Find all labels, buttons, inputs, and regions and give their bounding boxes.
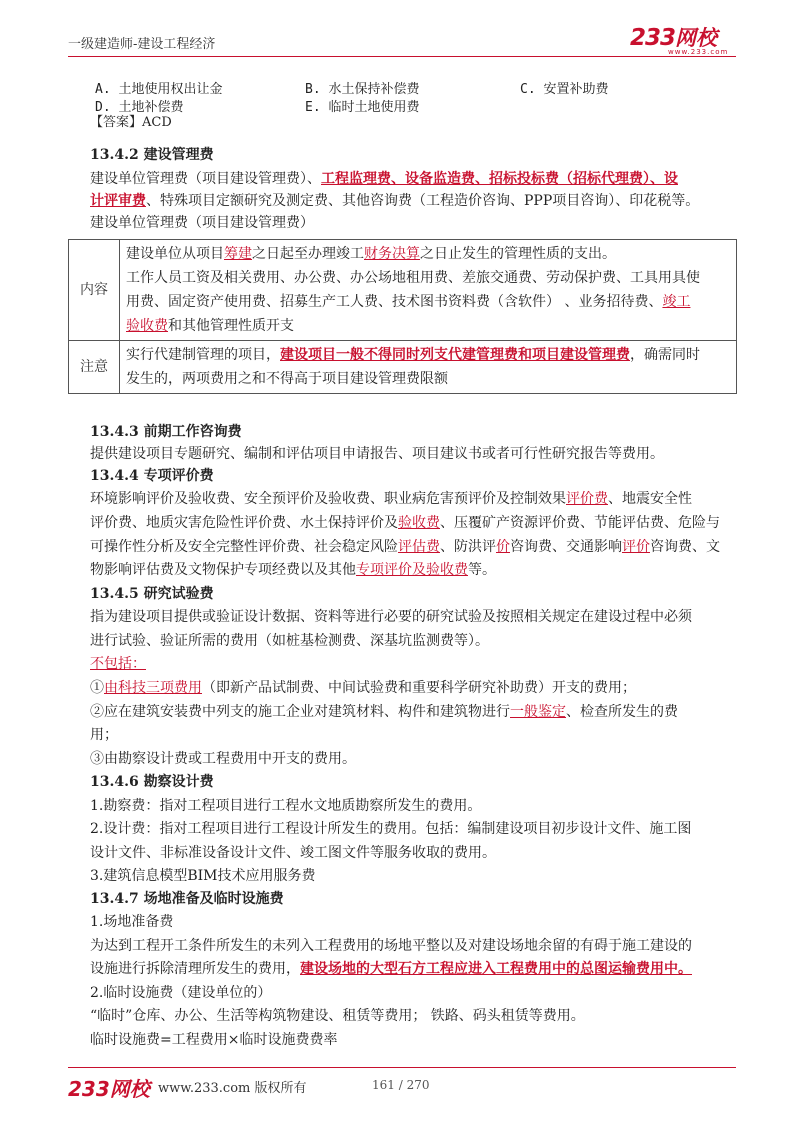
highlight: 由科技三项费用 [104,680,202,696]
table-row [69,341,737,394]
text: 实行代建制管理的项目， [126,347,280,363]
text: 评价费、地质灾害危险性评价费、水土保持评价及 [90,515,398,531]
management-fee-table [68,239,737,394]
row-label: 内容 [69,240,120,341]
logo-text: 网校 [675,26,718,50]
heading-13-4-7: 13.4.7 场地准备及临时设施费 [90,891,284,907]
cell-line [126,343,730,367]
text: 咨询费、文 [650,539,720,555]
heading-13-4-3: 13.4.3 前期工作咨询费 [90,424,242,440]
highlight: 评估费 [398,539,440,555]
text: 建设单位从项目 [126,246,224,262]
document-title: 一级建造师-建设工程经济 [68,37,216,52]
row-label: 注意 [69,341,120,394]
list-item [90,679,636,697]
highlight: 评价费 [566,491,608,507]
text: 用费、固定资产使用费、招募生产工人费、技术图书资料费（含软件） 、业务招待费、 [126,294,663,310]
paragraph: 指为建设项目提供或验证设计数据、资料等进行必要的研究试验及按照相关规定在建设过程中必须 [90,609,692,625]
footer-divider [68,1067,736,1068]
answer: 【答案】ACD [90,115,172,130]
paragraph [90,561,496,579]
highlight: 价 [496,539,510,555]
list-item-cont: 用； [90,727,118,743]
list-item: ③由勘察设计费或工程费用中开支的费用。 [90,751,356,767]
highlight: 验收费 [126,318,168,334]
list-item [90,703,678,721]
text: 等。 [468,562,496,578]
text: 物影响评估费及文物保护专项经费以及其他 [90,562,356,578]
paragraph [90,192,699,210]
paragraph: 2.设计费：指对工程项目进行工程设计所发生的费用。包括：编制建设项目初步设计文件、施工图 [90,821,692,837]
heading-13-4-4: 13.4.4 专项评价费 [90,468,214,484]
highlight: 评价 [622,539,650,555]
heading-13-4-5: 13.4.5 研究试验费 [90,586,214,602]
paragraph: 进行试验、验证所需的费用（如桩基检测费、深基坑监测费等）。 [90,633,489,649]
paragraph: 建设单位管理费（项目建设管理费） [90,215,314,231]
text: 环境影响评价及验收费、安全预评价及验收费、职业病危害预评价及控制效果 [90,491,566,507]
page-number: 161 / 270 [372,1078,430,1092]
option-d: D. 土地补偿费 [95,100,184,115]
text: 、压覆矿产资源评价费、节能评估费、危险与 [440,515,720,531]
highlight: 计评审费 [90,193,146,209]
text: 可操作性分析及安全完整性评价费、社会稳定风险 [90,539,398,555]
paragraph: 3.建筑信息模型BIM技术应用服务费 [90,868,316,884]
option-e: E. 临时土地使用费 [305,100,420,115]
highlight: 工程监理费、设备监造费、招标投标费（招标代理费）、设 [321,171,678,187]
paragraph: 临时设施费=工程费用×临时设施费费率 [90,1032,338,1048]
paragraph: 设计文件、非标准设备设计文件、竣工图文件等服务收取的费用。 [90,845,496,861]
not-included-label: 不包括： [90,656,146,672]
paragraph [90,490,692,508]
text: 咨询费、交通影响 [510,539,622,555]
heading-13-4-2: 13.4.2 建设管理费 [90,147,214,163]
paragraph: 2.临时设施费（建设单位的） [90,985,272,1001]
highlight: 建设项目一般不得同时列支代建管理费和项目建设管理费 [280,347,630,363]
option-a: A. 土地使用权出让金 [95,82,223,97]
text: ① [90,680,104,696]
paragraph [90,170,678,188]
cell-line [126,314,730,338]
highlight: 验收费 [398,515,440,531]
text: 、地震安全性 [608,491,692,507]
paragraph: “临时”仓库、办公、生活等构筑物建设、租赁等费用； 铁路、码头租赁等费用。 [90,1008,585,1024]
text: 设施进行拆除清理所发生的费用， [90,961,300,977]
header-divider [68,56,736,57]
paragraph: 提供建设项目专题研究、编制和评估项目申请报告、项目建议书或者可行性研究报告等费用。 [90,446,664,462]
text: 、防洪评 [440,539,496,555]
highlight: 筹建 [224,246,252,262]
table-cell [120,240,737,341]
text: 、检查所发生的费 [566,704,678,720]
logo-site: www.233.com [668,48,729,56]
paragraph [90,960,692,978]
heading-13-4-6: 13.4.6 勘察设计费 [90,774,214,790]
text: ，确需同时 [630,347,700,363]
highlight: 专项评价及验收费 [356,562,468,578]
text: 建设单位管理费（项目建设管理费）、 [90,171,321,187]
cell-line: 工作人员工资及相关费用、办公费、办公场地租用费、差旅交通费、劳动保护费、工具用具使 [126,270,700,286]
option-c: C. 安置补助费 [520,82,609,97]
text: 和其他管理性质开支 [168,318,294,334]
table-cell [120,341,737,394]
cell-line: 发生的，两项费用之和不得高于项目建设管理费限额 [126,371,448,387]
highlight: 财务决算 [364,246,420,262]
footer-logo: 233网校 [68,1077,150,1101]
highlight: 竣工 [662,294,691,310]
logo-number: 233 [630,25,676,51]
text: （即新产品试制费、中间试验费和重要科学研究补助费）开支的费用； [202,680,636,696]
cell-line [126,290,730,314]
paragraph [90,514,720,532]
cell-line [126,242,730,266]
paragraph: 1.勘察费：指对工程项目进行工程水文地质勘察所发生的费用。 [90,798,482,814]
brand-logo [630,22,729,56]
text: 之日止发生的管理性质的支出。 [420,246,616,262]
table-row [69,240,737,341]
highlight: 一般鉴定 [510,704,566,720]
paragraph: 为达到工程开工条件所发生的未列入工程费用的场地平整以及对建设场地余留的有碍于施工建设的 [90,938,692,954]
highlight: 建设场地的大型石方工程应进入工程费用中的总图运输费用中。 [300,961,692,977]
text: 之日起至办理竣工 [252,246,364,262]
text: ②应在建筑安装费中列支的施工企业对建筑材料、构件和建筑物进行 [90,704,510,720]
text: 、特殊项目定额研究及测定费、其他咨询费（工程造价咨询、PPP项目咨询）、印花税等。 [146,193,700,209]
option-b: B. 水土保持补偿费 [305,82,420,97]
paragraph [90,538,720,556]
footer-site: www.233.com 版权所有 [158,1081,307,1096]
paragraph: 1.场地准备费 [90,914,174,930]
